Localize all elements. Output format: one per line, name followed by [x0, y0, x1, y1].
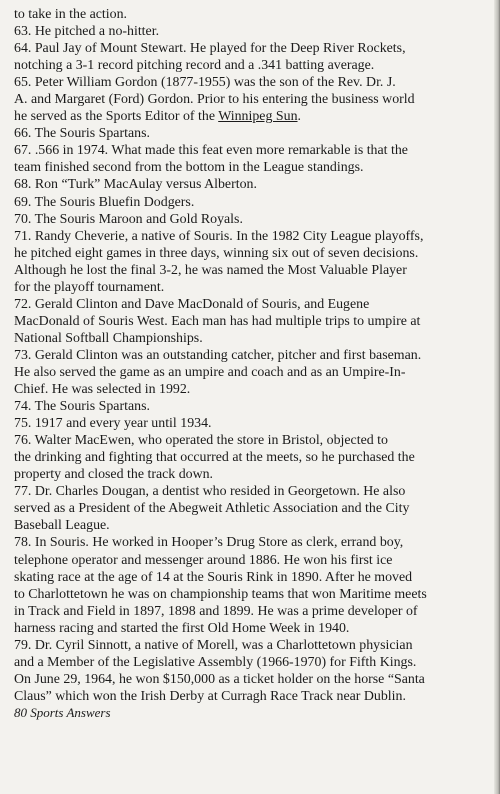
- text-line: served as a President of the Abegweit Athletic Association and the City: [14, 501, 410, 517]
- text-line: 64. Paul Jay of Mount Stewart. He played for the Deep River Rockets,: [14, 41, 406, 57]
- text-line: 65. Peter William Gordon (1877-1955) was the son of the Rev. Dr. J.: [14, 75, 396, 91]
- text-line: Although he lost the final 3-2, he was named the Most Valuable Player: [14, 262, 407, 278]
- text-line: 71. Randy Cheverie, a native of Souris. In the 1982 City League playoffs,: [14, 228, 424, 244]
- text-line: harness racing and started the first Old Home Week in 1940.: [14, 620, 350, 636]
- page-footer: 80 Sports Answers: [14, 704, 111, 720]
- text-line: skating race at the age of 14 at the Souris Rink in 1890. After he moved: [14, 569, 413, 585]
- page-text: [14, 6, 492, 721]
- text-line: Claus” which won the Irish Derby at Curragh Race Track near Dublin.: [14, 688, 406, 704]
- text-line: 68. Ron “Turk” MacAulay versus Alberton.: [14, 177, 257, 193]
- text-line: 75. 1917 and every year until 1934.: [14, 416, 212, 432]
- text-line: 69. The Souris Bluefin Dodgers.: [14, 194, 195, 210]
- newspaper-title: Winnipeg Sun: [218, 109, 298, 125]
- text-line: property and closed the track down.: [14, 467, 214, 483]
- text-line: Baseball League.: [14, 518, 110, 534]
- text-segment: he served as the Sports Editor of the: [14, 109, 219, 125]
- text-line: in Track and Field in 1897, 1898 and 1899. He was a prime developer of: [14, 603, 418, 619]
- text-line: A. and Margaret (Ford) Gordon. Prior to his entering the business world: [14, 92, 415, 108]
- text-line: 79. Dr. Cyril Sinnott, a native of Morell, was a Charlottetown physician: [14, 637, 413, 653]
- text-line: the drinking and fighting that occurred at the meets, so he purchased the: [14, 450, 415, 466]
- text-line-with-underline: [14, 108, 492, 125]
- text-line: 70. The Souris Maroon and Gold Royals.: [14, 211, 243, 227]
- text-line: 67. .566 in 1974. What made this feat even more remarkable is that the: [14, 143, 408, 159]
- text-line: MacDonald of Souris West. Each man has had multiple trips to umpire at: [14, 313, 421, 329]
- text-line: 76. Walter MacEwen, who operated the store in Bristol, objected to: [14, 433, 388, 449]
- text-line: On June 29, 1964, he won $150,000 as a ticket holder on the horse “Santa: [14, 671, 425, 687]
- text-line: to Charlottetown he was on championship teams that won Maritime meets: [14, 586, 427, 602]
- text-line: for the playoff tournament.: [14, 279, 165, 295]
- text-line: notching a 3-1 record pitching record and a .341 batting average.: [14, 58, 375, 74]
- text-line: and a Member of the Legislative Assembly (1966-1970) for Fifth Kings.: [14, 654, 417, 670]
- text-line: 66. The Souris Spartans.: [14, 126, 150, 142]
- text-line: 78. In Souris. He worked in Hooper’s Drug Store as clerk, errand boy,: [14, 535, 404, 551]
- text-line: He also served the game as an umpire and coach and as an Umpire-In-: [14, 364, 406, 380]
- text-line: 73. Gerald Clinton was an outstanding catcher, pitcher and first baseman.: [14, 347, 422, 363]
- text-line: 63. He pitched a no-hitter.: [14, 24, 160, 40]
- text-line: telephone operator and messenger around 1886. He won his first ice: [14, 552, 393, 568]
- text-line: 77. Dr. Charles Dougan, a dentist who resided in Georgetown. He also: [14, 484, 406, 500]
- text-line: team finished second from the bottom in the League standings.: [14, 160, 364, 176]
- text-segment: .: [297, 109, 301, 125]
- text-line: to take in the action.: [14, 7, 128, 22]
- page-edge-shadow: [494, 0, 500, 794]
- text-line: Chief. He was selected in 1992.: [14, 382, 191, 398]
- text-line: 74. The Souris Spartans.: [14, 399, 150, 415]
- text-line: National Softball Championships.: [14, 330, 203, 346]
- text-line: he pitched eight games in three days, winning six out of seven decisions.: [14, 245, 419, 261]
- text-line: 72. Gerald Clinton and Dave MacDonald of Souris, and Eugene: [14, 296, 370, 312]
